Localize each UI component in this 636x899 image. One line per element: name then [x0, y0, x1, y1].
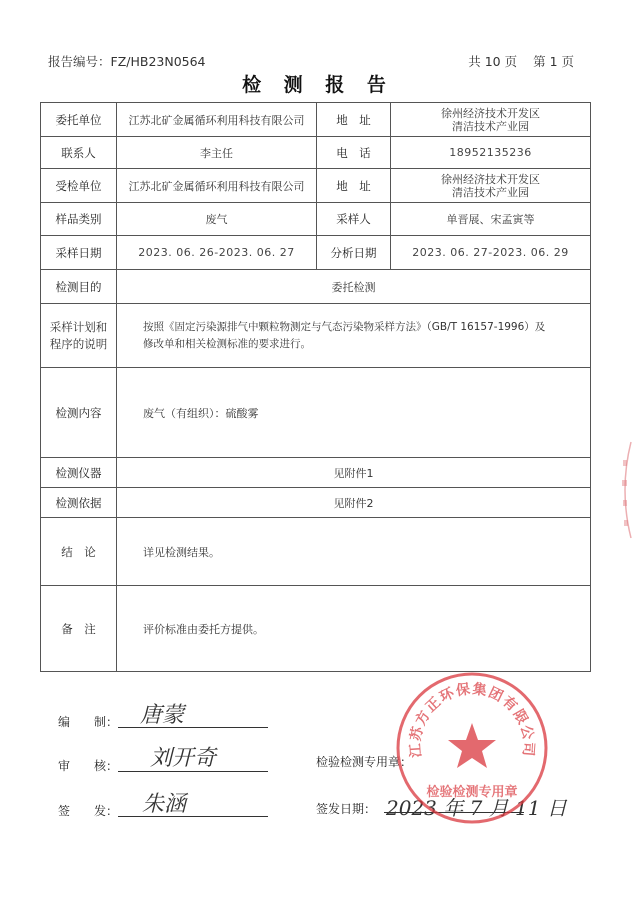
issuer-signature: 朱涵 — [142, 792, 187, 817]
table-row — [41, 518, 591, 586]
plan-label-line2: 程序的说明 — [49, 336, 108, 351]
compiler-label: 编 制： — [58, 715, 119, 729]
inspected-address-label: 地 址 — [317, 169, 391, 203]
table-row — [41, 236, 591, 270]
purpose-value: 委托检测 — [117, 270, 591, 304]
seal-label: 检验检测专用章： — [316, 755, 413, 769]
conclusion-value: 详见检测结果。 — [117, 518, 591, 586]
client-label: 委托单位 — [41, 103, 117, 137]
table-row — [41, 458, 591, 488]
table-row — [41, 586, 591, 672]
page-number: 第 1 页 — [533, 54, 574, 69]
inspected-value: 江苏北矿金属循环利用科技有限公司 — [117, 169, 317, 203]
client-address-label: 地 址 — [317, 103, 391, 137]
seal-outer-text: 江苏方正环保集团有限公司 — [407, 681, 537, 759]
table-row — [41, 488, 591, 518]
table-row — [41, 103, 591, 137]
inspected-address-value — [391, 169, 591, 203]
edge-seal-icon — [617, 440, 633, 540]
page-indicator — [468, 52, 574, 70]
content-value: 废气（有组织）：硫酸雾 — [117, 368, 591, 458]
phone-value: 18952135236 — [391, 137, 591, 169]
sample-type-label: 样品类别 — [41, 203, 117, 236]
sampling-date-label: 采样日期 — [41, 236, 117, 270]
contact-label: 联系人 — [41, 137, 117, 169]
sampling-date-value: 2023. 06. 26-2023. 06. 27 — [117, 236, 317, 270]
analysis-date-label: 分析日期 — [317, 236, 391, 270]
remark-value: 评价标准由委托方提供。 — [117, 586, 591, 672]
plan-value-line2: 修改单和相关检测标准的要求进行。 — [143, 337, 311, 350]
sampler-value: 单晋展、宋孟寅等 — [391, 203, 591, 236]
content-label: 检测内容 — [41, 368, 117, 458]
seal-inner-text: 检验检测专用章 — [426, 785, 518, 800]
table-row — [41, 304, 591, 368]
issue-date-label: 签发日期： — [316, 802, 377, 816]
issue-date-handwritten: 2023 年 7 月 11 日 — [386, 796, 567, 820]
table-row — [41, 270, 591, 304]
inspected-address-line1: 徐州经济技术开发区 — [441, 172, 540, 186]
table-row — [41, 203, 591, 236]
official-seal-icon — [392, 668, 552, 828]
inspected-label: 受检单位 — [41, 169, 117, 203]
compiler-signature: 唐蒙 — [140, 703, 185, 728]
basis-label: 检测依据 — [41, 488, 117, 518]
report-number: 报告编号：FZ/HB23N0564 — [48, 54, 206, 69]
reviewer-label: 审 核： — [58, 759, 119, 773]
conclusion-label: 结 论 — [41, 518, 117, 586]
table-row — [41, 368, 591, 458]
report-info-table — [40, 102, 591, 672]
plan-label — [41, 304, 117, 368]
client-value: 江苏北矿金属循环利用科技有限公司 — [117, 103, 317, 137]
inspected-address-line2: 清洁技术产业园 — [452, 185, 529, 199]
report-title: 检 测 报 告 — [242, 74, 394, 96]
basis-value: 见附件2 — [117, 488, 591, 518]
client-address-value — [391, 103, 591, 137]
instrument-label: 检测仪器 — [41, 458, 117, 488]
total-pages: 共 10 页 — [468, 54, 518, 69]
purpose-label: 检测目的 — [41, 270, 117, 304]
table-row — [41, 169, 591, 203]
plan-label-line1: 采样计划和 — [49, 319, 108, 334]
plan-value — [117, 304, 591, 368]
sampler-label: 采样人 — [317, 203, 391, 236]
instrument-value: 见附件1 — [117, 458, 591, 488]
reviewer-sign-line — [118, 771, 268, 772]
client-address-line1: 徐州经济技术开发区 — [441, 106, 540, 120]
remark-label: 备 注 — [41, 586, 117, 672]
plan-value-line1: 按照《固定污染源排气中颗粒物测定与气态污染物采样方法》（GB/T 16157-1996）及 — [143, 320, 546, 333]
contact-value: 李主任 — [117, 137, 317, 169]
sample-type-value: 废气 — [117, 203, 317, 236]
reviewer-signature: 刘开奇 — [150, 746, 217, 771]
issuer-sign-line — [118, 816, 268, 817]
issuer-label: 签 发： — [58, 804, 119, 818]
phone-label: 电 话 — [317, 137, 391, 169]
analysis-date-value: 2023. 06. 27-2023. 06. 29 — [391, 236, 591, 270]
compiler-sign-line — [118, 727, 268, 728]
client-address-line2: 清洁技术产业园 — [452, 119, 529, 133]
table-row — [41, 137, 591, 169]
